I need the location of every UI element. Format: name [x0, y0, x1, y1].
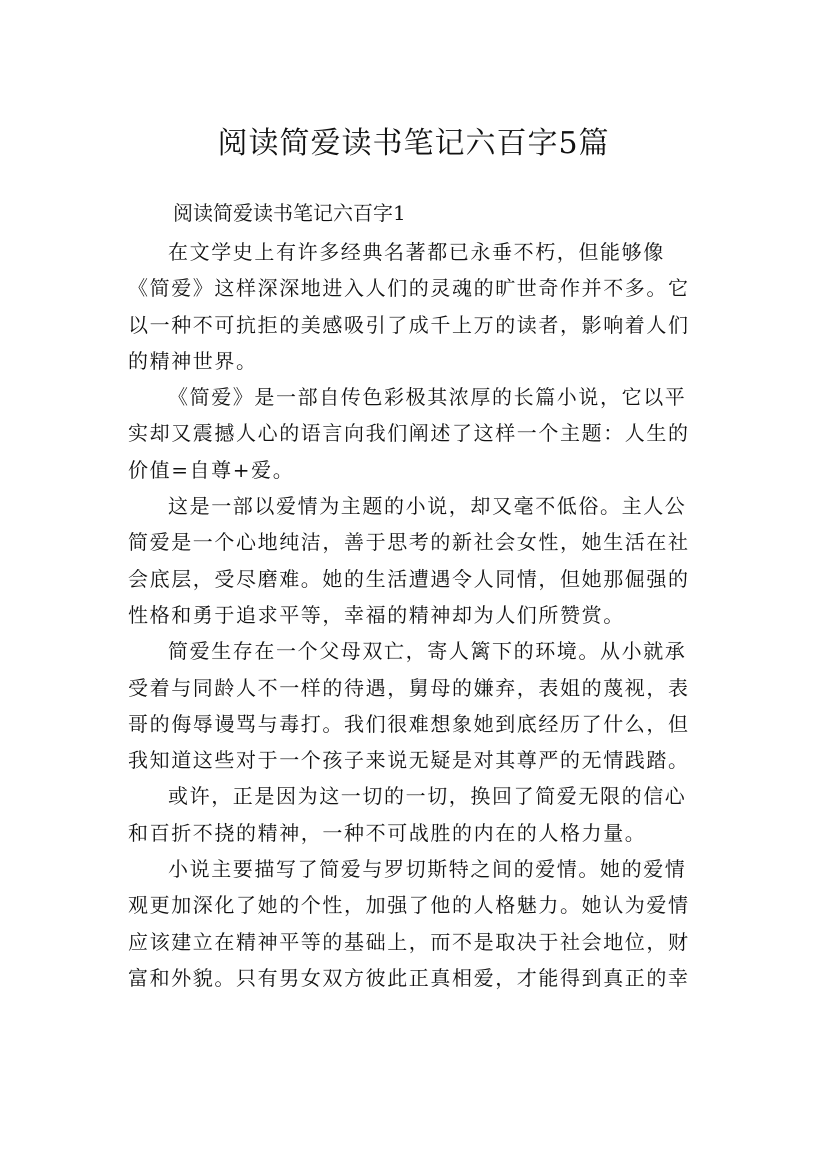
paragraph-line: 我知道这些对于一个孩子来说无疑是对其尊严的无情践踏。 [128, 748, 690, 773]
paragraph-line: 在文学史上有许多经典名著都已永垂不朽，但能够像 [168, 240, 665, 264]
document-title: 阅读简爱读书笔记六百字5篇 [217, 126, 610, 162]
paragraph-3 [128, 488, 718, 633]
paragraph-line: 价值=自尊+爱。 [128, 457, 295, 482]
paragraph-line: 受着与同龄人不一样的待遇，舅母的嫌弃，表姐的蔑视，表 [128, 675, 690, 700]
paragraph-line: 《简爱》是一部自传色彩极其浓厚的长篇小说，它以平 [168, 385, 687, 410]
paragraph-line: 《简爱》这样深深地进入人们的灵魂的旷世奇作并不多。它 [128, 276, 690, 301]
paragraph-line: 小说主要描写了简爱与罗切斯特之间的爱情。她的爱情 [168, 857, 687, 882]
paragraph-line: 的精神世界。 [128, 348, 258, 373]
paragraph-6 [128, 851, 718, 996]
paragraph-line: 以一种不可抗拒的美感吸引了成千上万的读者，影响着人们 [128, 312, 690, 337]
document-body [128, 198, 718, 996]
paragraph-2 [128, 379, 718, 488]
paragraph-line: 会底层，受尽磨难。她的生活遭遇令人同情，但她那倔强的 [128, 566, 690, 591]
paragraph-line: 和百折不挠的精神，一种不可战胜的内在的人格力量。 [128, 820, 647, 845]
section-heading: 阅读简爱读书笔记六百字1 [173, 201, 406, 225]
paragraph-line: 实却又震撼人心的语言向我们阐述了这样一个主题：人生的 [128, 421, 690, 446]
paragraph-5 [128, 778, 718, 851]
paragraph-line: 简爱是一个心地纯洁，善于思考的新社会女性，她生活在社 [128, 530, 690, 555]
paragraph-line: 简爱生存在一个父母双亡，寄人篱下的环境。从小就承 [168, 639, 687, 664]
paragraph-line: 观更加深化了她的个性，加强了他的人格魅力。她认为爱情 [128, 893, 690, 918]
paragraph-line: 这是一部以爱情为主题的小说，却又毫不低俗。主人公 [168, 494, 687, 519]
paragraph-line: 哥的侮辱谩骂与毒打。我们很难想象她到底经历了什么，但 [128, 711, 690, 736]
paragraph-line: 应该建立在精神平等的基础上，而不是取决于社会地位，财 [128, 929, 690, 954]
paragraph-line: 富和外貌。只有男女双方彼此正真相爱，才能得到真正的幸 [128, 965, 690, 990]
paragraph-line: 性格和勇于追求平等，幸福的精神却为人们所赞赏。 [128, 602, 625, 627]
paragraph-line: 或许，正是因为这一切的一切，换回了简爱无限的信心 [168, 784, 687, 809]
paragraph-4 [128, 633, 718, 778]
paragraph-1 [128, 234, 718, 379]
